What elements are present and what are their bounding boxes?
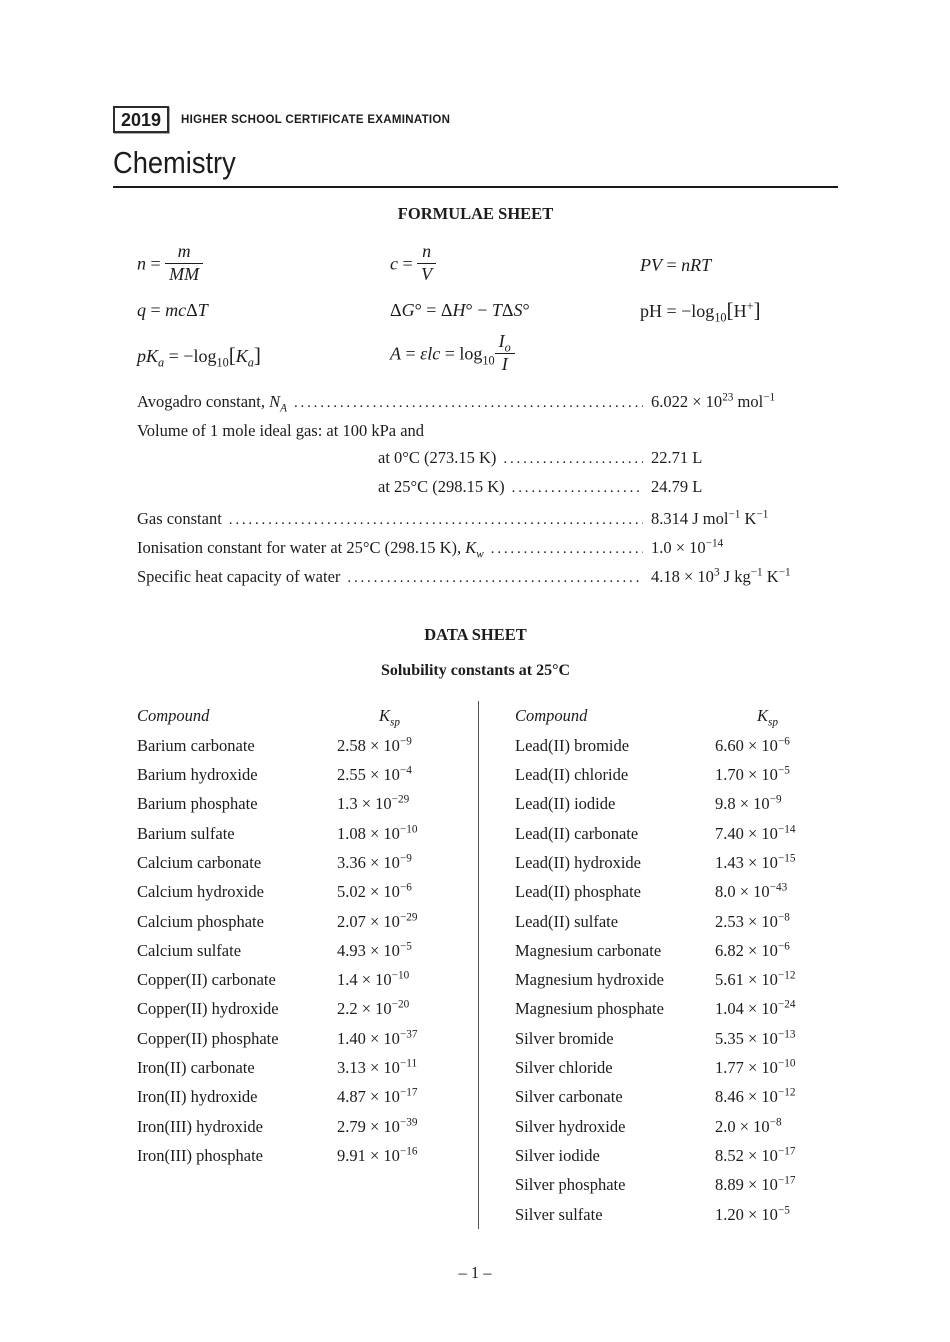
compound-name: Iron(III) phosphate xyxy=(137,1145,263,1165)
table-rows-right xyxy=(515,731,837,1229)
table-row xyxy=(137,819,478,848)
table-row xyxy=(515,1200,837,1229)
table-row xyxy=(137,848,478,877)
ksp-value: $6.60 \times 10^{-6}$ xyxy=(715,735,790,755)
table-row xyxy=(515,731,837,760)
table-row xyxy=(515,760,837,789)
compound-name: Silver chloride xyxy=(515,1058,613,1078)
table-row xyxy=(137,1112,478,1141)
formula: c = $\frac{n}{V}$ xyxy=(390,246,640,285)
table-row xyxy=(137,877,478,906)
page-number: – 1 – xyxy=(458,1263,492,1282)
compound-name: Lead(II) carbonate xyxy=(515,823,639,843)
table-row xyxy=(515,1053,837,1082)
constant-value: $1.0 \times 10^{-14}$ xyxy=(651,537,724,558)
table-row xyxy=(515,819,837,848)
constant-row-water-heat-capacity xyxy=(137,566,838,589)
ksp-value: $8.89 \times 10^{-17}$ xyxy=(715,1174,796,1195)
dot-leader xyxy=(294,391,643,414)
ksp-value: $1.04 \times 10^{-24}$ xyxy=(715,998,796,1019)
year-badge: 2019 xyxy=(113,106,169,133)
table-row xyxy=(137,1024,478,1053)
table-row xyxy=(137,1082,478,1111)
ksp-value: $5.61 \times 10^{-12}$ xyxy=(715,969,796,990)
table-row xyxy=(515,1082,837,1111)
table-row xyxy=(515,1141,837,1170)
table-header-row xyxy=(137,701,478,730)
dot-leader xyxy=(503,447,643,470)
ksp-value: $8.0 \times 10^{-43}$ xyxy=(715,881,788,902)
constant-label: Avogadro constant, $N_A$ xyxy=(137,392,287,415)
compound-name: Silver hydroxide xyxy=(515,1116,626,1136)
constant-label: at 0°C (273.15 K) xyxy=(378,448,497,468)
table-row xyxy=(137,965,478,994)
solubility-column-left xyxy=(137,701,478,1228)
compound-name: Magnesium carbonate xyxy=(515,940,662,960)
compound-name: Lead(II) phosphate xyxy=(515,882,641,902)
formulae-sheet-heading: FORMULAE SHEET xyxy=(397,204,554,224)
ksp-value: $9.91 \times 10^{-16}$ xyxy=(337,1145,418,1165)
ksp-value: $2.58 \times 10^{-9}$ xyxy=(337,735,412,755)
constant-value: 8.314 J mol$^{-1}$ $K^{-1}$ xyxy=(651,508,769,529)
compound-name: Lead(II) hydroxide xyxy=(515,852,641,872)
table-row xyxy=(137,760,478,789)
constant-label: Volume of 1 mole ideal gas: at 100 kPa and xyxy=(137,421,425,441)
table-row xyxy=(137,1053,478,1082)
compound-name: Iron(II) hydroxide xyxy=(137,1087,258,1107)
subject-title: Chemistry xyxy=(113,145,236,180)
table-row xyxy=(515,994,837,1023)
constant-value: $6.022 \times 10^{23}$ mol$^{-1}$ xyxy=(651,391,776,412)
exam-header xyxy=(113,106,838,133)
constant-row-gas-constant xyxy=(137,508,838,531)
constants-list xyxy=(137,391,838,589)
ksp-value: $3.13 \times 10^{-11}$ xyxy=(337,1057,418,1078)
solubility-heading: Solubility constants at 25°C xyxy=(380,662,571,680)
table-header-ksp: $K_{sp}$ xyxy=(379,706,400,729)
formula: $A = \varepsilon lc = \log_{10}$ $\frac{I_o}{I}$ xyxy=(390,336,640,375)
solubility-table xyxy=(137,701,838,1228)
page-content xyxy=(113,106,838,1229)
ksp-value: $2.79 \times 10^{-39}$ xyxy=(337,1116,418,1136)
table-row xyxy=(515,1112,837,1141)
ksp-value: $1.70 \times 10^{-5}$ xyxy=(715,764,790,785)
constant-row-water-ionisation xyxy=(137,537,838,560)
ksp-value: $1.3 \times 10^{-29}$ xyxy=(337,793,410,814)
constant-value: 24.79 L xyxy=(651,477,703,497)
constant-label: Gas constant xyxy=(137,509,222,529)
table-row xyxy=(137,936,478,965)
ksp-value: $1.77 \times 10^{-10}$ xyxy=(715,1057,796,1078)
constant-row-avogadro xyxy=(137,391,838,414)
compound-name: Lead(II) sulfate xyxy=(515,911,619,931)
compound-name: Silver sulfate xyxy=(515,1204,603,1224)
compound-name: Calcium sulfate xyxy=(137,940,242,960)
compound-name: Iron(II) carbonate xyxy=(137,1058,255,1078)
compound-name: Copper(II) hydroxide xyxy=(137,999,279,1019)
compound-name: Barium hydroxide xyxy=(137,765,258,785)
compound-name: Copper(II) carbonate xyxy=(137,970,276,990)
constant-row-gas-volume-intro xyxy=(137,420,838,441)
ksp-value: $2.07 \times 10^{-29}$ xyxy=(337,911,418,931)
compound-name: Barium phosphate xyxy=(137,794,258,814)
constant-label: Ionisation constant for water at 25°C (298.15 K), $K_w$ xyxy=(137,538,484,561)
constant-value: 22.71 L xyxy=(651,448,703,468)
ksp-value: $4.93 \times 10^{-5}$ xyxy=(337,940,412,960)
ksp-value: $2.2 \times 10^{-20}$ xyxy=(337,998,410,1019)
formula: n = $\frac{m}{MM}$ xyxy=(137,246,390,285)
compound-name: Lead(II) iodide xyxy=(515,794,616,814)
constant-row-gas-volume-0c xyxy=(137,447,838,470)
formula: pH = $-\log_{10}[H^+]$ xyxy=(640,298,761,325)
ksp-value: $8.52 \times 10^{-17}$ xyxy=(715,1145,796,1165)
compound-name: Lead(II) bromide xyxy=(515,735,630,755)
table-row xyxy=(137,994,478,1023)
table-row xyxy=(515,1024,837,1053)
ksp-value: $9.8 \times 10^{-9}$ xyxy=(715,793,782,814)
table-row xyxy=(137,1141,478,1170)
dot-leader xyxy=(512,476,643,499)
table-rows-left xyxy=(137,731,478,1170)
compound-name: Barium sulfate xyxy=(137,823,235,843)
compound-name: Barium carbonate xyxy=(137,735,255,755)
table-row xyxy=(137,731,478,760)
table-header-compound: Compound xyxy=(515,706,588,726)
ksp-value: $6.82 \times 10^{-6}$ xyxy=(715,940,790,960)
compound-name: Calcium carbonate xyxy=(137,852,262,872)
ksp-value: $1.43 \times 10^{-15}$ xyxy=(715,852,796,872)
table-row xyxy=(137,907,478,936)
ksp-value: $2.53 \times 10^{-8}$ xyxy=(715,911,790,931)
constant-label: Specific heat capacity of water xyxy=(137,567,341,587)
compound-name: Copper(II) phosphate xyxy=(137,1028,279,1048)
ksp-value: $1.4 \times 10^{-10}$ xyxy=(337,969,410,990)
title-rule xyxy=(113,186,838,188)
ksp-value: $3.36 \times 10^{-9}$ xyxy=(337,852,412,872)
ksp-value: $5.02 \times 10^{-6}$ xyxy=(337,881,412,902)
compound-name: Calcium hydroxide xyxy=(137,882,264,902)
compound-name: Silver carbonate xyxy=(515,1087,623,1107)
compound-name: Silver iodide xyxy=(515,1145,600,1165)
exam-title: HIGHER SCHOOL CERTIFICATE EXAMINATION xyxy=(181,113,451,126)
compound-name: Lead(II) chloride xyxy=(515,765,629,785)
formula: PV = nRT xyxy=(640,255,712,276)
ksp-value: $5.35 \times 10^{-13}$ xyxy=(715,1028,796,1048)
table-row xyxy=(515,936,837,965)
table-row xyxy=(137,789,478,818)
table-row xyxy=(515,965,837,994)
table-row xyxy=(515,1170,837,1199)
formula: q = mcΔT xyxy=(137,300,208,321)
ksp-value: $7.40 \times 10^{-14}$ xyxy=(715,823,796,843)
ksp-value: $1.08 \times 10^{-10}$ xyxy=(337,823,418,843)
constant-row-gas-volume-25c xyxy=(137,476,838,499)
formula-grid xyxy=(137,241,838,375)
table-row xyxy=(515,789,837,818)
compound-name: Silver phosphate xyxy=(515,1175,626,1195)
ksp-value: $1.40 \times 10^{-37}$ xyxy=(337,1028,418,1048)
ksp-value: $2.0 \times 10^{-8}$ xyxy=(715,1116,782,1136)
compound-name: Magnesium hydroxide xyxy=(515,970,664,990)
dot-leader xyxy=(491,537,643,560)
compound-name: Silver bromide xyxy=(515,1028,614,1048)
formula: ΔG° = ΔH° − TΔS° xyxy=(390,300,530,321)
column-divider xyxy=(478,701,479,1228)
constant-value: $4.18 \times 10^3$ J $kg^{-1}$ $K^{-1}$ xyxy=(651,566,791,587)
compound-name: Magnesium phosphate xyxy=(515,999,664,1019)
dot-leader xyxy=(347,566,643,589)
formula: $pK_a = -\log_{10}[K_a]$ xyxy=(137,343,261,370)
ksp-value: $8.46 \times 10^{-12}$ xyxy=(715,1086,796,1107)
table-row xyxy=(515,877,837,906)
table-row xyxy=(515,848,837,877)
compound-name: Calcium phosphate xyxy=(137,911,264,931)
constant-label: at 25°C (298.15 K) xyxy=(378,477,505,497)
ksp-value: $4.87 \times 10^{-17}$ xyxy=(337,1086,418,1107)
ksp-value: $1.20 \times 10^{-5}$ xyxy=(715,1204,790,1224)
data-sheet-heading: DATA SHEET xyxy=(424,625,527,645)
table-header-ksp: $K_{sp}$ xyxy=(757,706,778,729)
table-header-row xyxy=(515,701,837,730)
dot-leader xyxy=(229,508,643,531)
table-header-compound: Compound xyxy=(137,706,210,726)
ksp-value: $2.55 \times 10^{-4}$ xyxy=(337,764,412,785)
compound-name: Iron(III) hydroxide xyxy=(137,1116,263,1136)
table-row xyxy=(515,907,837,936)
solubility-column-right xyxy=(515,701,837,1228)
